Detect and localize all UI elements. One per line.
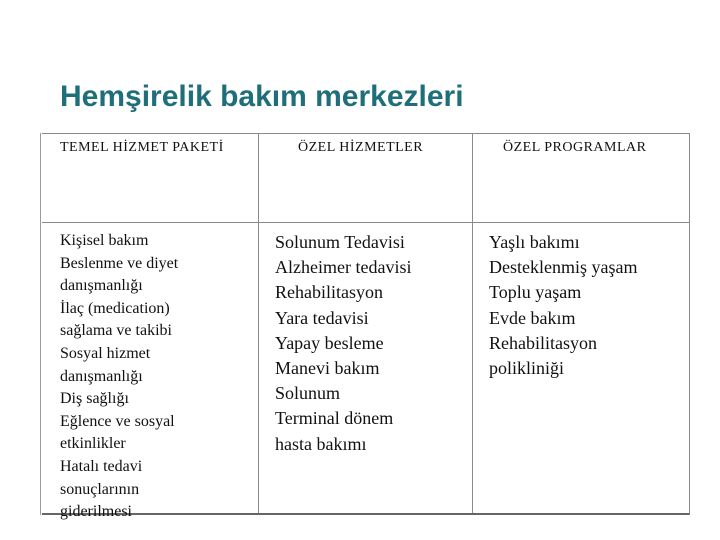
list-item: Kişisel bakım [60,232,149,249]
list-item: giderilmesi [60,503,132,521]
list-item: sonuçlarının [60,480,140,498]
list-item: Evde bakım [489,307,576,328]
list-item: etkinlikler [60,435,126,453]
special-services-list [275,230,411,457]
header-basic-package: TEMEL HİZMET PAKETİ [60,140,224,155]
list-item: sağlama ve takibi [60,322,172,340]
services-table [42,133,690,521]
header-special-programs: ÖZEL PROGRAMLAR [503,140,647,155]
special-programs-list [489,230,637,381]
list-item: Terminal dönem [275,408,394,429]
list-item: İlaç (medication) [60,299,170,317]
list-item: Rehabilitasyon [489,332,597,353]
list-item: Yaşlı bakımı [489,232,580,252]
list-item: Manevi bakım [275,358,380,379]
table-left-edge [40,133,41,515]
list-item: Desteklenmiş yaşam [489,257,638,278]
basic-package-list [60,230,178,524]
list-item: Hatalı tedavi [60,457,143,475]
list-item: hasta bakımı [275,433,367,454]
list-item: Toplu yaşam [489,282,582,303]
header-special-services: ÖZEL HİZMETLER [298,140,424,155]
page-title: Hemşirelik bakım merkezleri [60,80,464,113]
list-item: Beslenme ve diyet [60,254,179,272]
column-divider-1 [258,134,259,513]
list-item: Yara tedavisi [275,307,369,328]
list-item: Rehabilitasyon [275,282,383,303]
list-item: Eğlence ve sosyal [60,412,175,430]
list-item: danışmanlığı [60,277,143,295]
list-item: Sosyal hizmet [60,344,151,362]
list-item: Solunum Tedavisi [275,232,405,252]
column-divider-2 [472,134,473,513]
list-item: Yapay besleme [275,332,384,353]
list-item: danışmanlığı [60,367,143,385]
header-divider [42,222,689,223]
list-item: Alzheimer tedavisi [275,257,412,278]
list-item: Diş sağlığı [60,390,129,408]
list-item: polikliniği [489,358,565,379]
list-item: Solunum [275,383,341,404]
